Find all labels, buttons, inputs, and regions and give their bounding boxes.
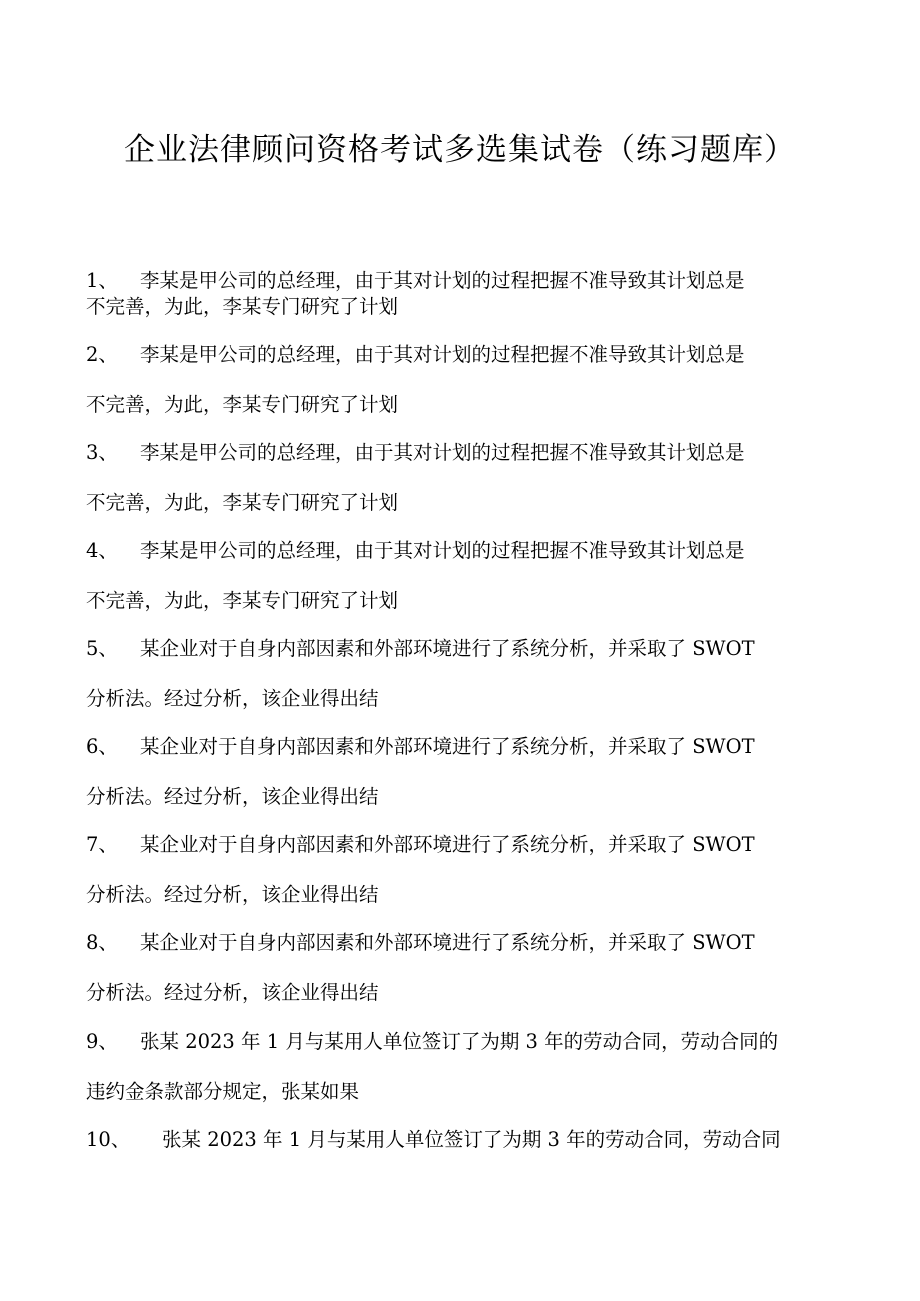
- document-title: 企业法律顾问资格考试多选集试卷（练习题库）: [124, 132, 796, 168]
- question-text: 李某是甲公司的总经理，由于其对计划的过程把握不准导致其计划总是: [140, 269, 745, 292]
- question-number: 5、: [86, 637, 118, 660]
- question-5: [86, 636, 816, 712]
- question-number: 1、: [86, 269, 118, 292]
- question-text: 某企业对于自身内部因素和外部环境进行了系统分析，并采取了 SWOT: [140, 931, 755, 954]
- question-line-1: [86, 342, 816, 368]
- question-line-1: [86, 538, 816, 564]
- question-number: 8、: [86, 931, 118, 954]
- question-line-1: [86, 636, 816, 662]
- question-number: 10、: [86, 1128, 131, 1151]
- question-text: 李某是甲公司的总经理，由于其对计划的过程把握不准导致其计划总是: [140, 539, 745, 562]
- question-text: 某企业对于自身内部因素和外部环境进行了系统分析，并采取了 SWOT: [140, 637, 755, 660]
- question-number: 7、: [86, 833, 118, 856]
- question-text: 张某 2023 年 1 月与某用人单位签订了为期 3 年的劳动合同，劳动合同的: [140, 1030, 779, 1053]
- question-7: [86, 832, 816, 908]
- question-number: 4、: [86, 539, 118, 562]
- question-line-2: 违约金条款部分规定，张某如果: [86, 1080, 360, 1103]
- question-1: [86, 268, 816, 320]
- question-line-2: 不完善，为此，李某专门研究了计划: [86, 295, 399, 318]
- question-number: 6、: [86, 735, 118, 758]
- question-line-2: 不完善，为此，李某专门研究了计划: [86, 589, 399, 612]
- question-text: 张某 2023 年 1 月与某用人单位签订了为期 3 年的劳动合同，劳动合同: [162, 1128, 781, 1151]
- question-text: 李某是甲公司的总经理，由于其对计划的过程把握不准导致其计划总是: [140, 343, 745, 366]
- question-line-1: [86, 1127, 816, 1153]
- question-line-1: [86, 1029, 816, 1055]
- question-text: 某企业对于自身内部因素和外部环境进行了系统分析，并采取了 SWOT: [140, 833, 755, 856]
- question-line-2: 分析法。经过分析，该企业得出结: [86, 981, 379, 1004]
- question-line-1: [86, 440, 816, 466]
- question-number: 9、: [86, 1030, 118, 1053]
- question-9: [86, 1029, 816, 1105]
- question-text: 某企业对于自身内部因素和外部环境进行了系统分析，并采取了 SWOT: [140, 735, 755, 758]
- question-10: [86, 1127, 816, 1153]
- question-8: [86, 930, 816, 1006]
- question-line-1: [86, 268, 816, 294]
- question-6: [86, 734, 816, 810]
- question-line-2: 不完善，为此，李某专门研究了计划: [86, 393, 399, 416]
- question-number: 2、: [86, 343, 118, 366]
- question-3: [86, 440, 816, 516]
- question-2: [86, 342, 816, 418]
- question-number: 3、: [86, 441, 118, 464]
- question-line-2: 分析法。经过分析，该企业得出结: [86, 883, 379, 906]
- question-line-2: 分析法。经过分析，该企业得出结: [86, 687, 379, 710]
- question-text: 李某是甲公司的总经理，由于其对计划的过程把握不准导致其计划总是: [140, 441, 745, 464]
- question-line-1: [86, 832, 816, 858]
- question-line-2: 分析法。经过分析，该企业得出结: [86, 785, 379, 808]
- question-line-2: 不完善，为此，李某专门研究了计划: [86, 491, 399, 514]
- question-line-1: [86, 734, 816, 760]
- question-line-1: [86, 930, 816, 956]
- question-4: [86, 538, 816, 614]
